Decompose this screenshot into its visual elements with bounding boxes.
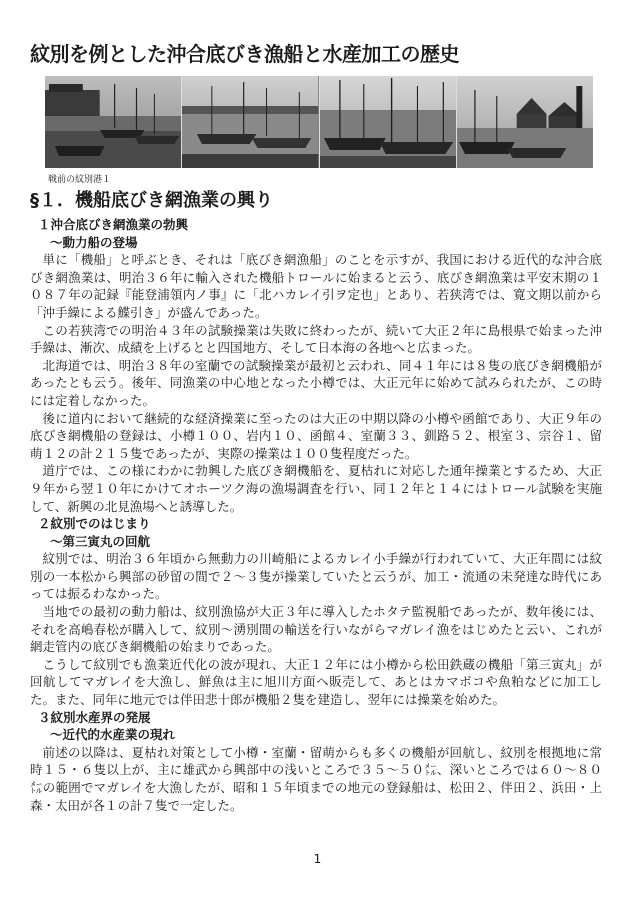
body-text — [30, 216, 602, 814]
harbor-photo-1 — [45, 76, 182, 168]
paragraph: 当地での最初の動力船は、紋別漁協が大正３年に導入したホタテ監視船であったが、数年後には、それを高嶋春松が購入して、紋別～湧別間の輸送を行いながらマガレイ漁をはじめたと云い、これが網走管内の底びき網機船の始まりであった。 — [30, 604, 602, 655]
paragraph: 後に道内において継続的な経済操業に至ったのは大正の中期以降の小樽や函館であり、大正９年の底びき網機船の登録は、小樽１００、岩内１０、函館４、室蘭３３、釧路５２、根室３、宗谷１、留萌１２の計２１５隻であったが、実際の操業は１００隻程度だった。 — [30, 410, 602, 461]
section-heading: §１．機船底びき網漁業の興り — [30, 190, 273, 211]
subsection-heading: ３紋別水産界の発展 — [38, 709, 151, 725]
harbor-photo-3 — [320, 76, 457, 168]
subsection-subheading: ～動力船の登場 — [50, 234, 138, 250]
harbor-photo-4 — [457, 76, 593, 168]
subsection-heading: １沖合底びき網漁業の勃興 — [38, 217, 189, 232]
paragraph: 紋別では、明治３６年頃から無動力の川崎船によるカレイ小手繰が行われていて、大正年間には紋別の一本松から興部の砂留の間で２～３隻が操業していたと云うが、加工・流通の未発達な時代にあっては振るわなかった。 — [30, 551, 602, 602]
paragraph: こうして紋別でも漁業近代化の波が現れ、大正１２年には小樽から松田鉄蔵の機船「第三寅丸」が回航してマガレイを大漁し、鮮魚は主に旭川方面へ販売して、あとはカマボコや魚粕などに加工した。また、同年に地元では伴田悲十郎が機船２隻を建造し、翌年には操業を始めた。 — [30, 656, 602, 708]
subsection-subheading: ～近代的水産業の現れ — [50, 727, 176, 743]
subsection-subheading: ～第三寅丸の回航 — [50, 533, 151, 549]
document-title: 紋別を例とした沖合底びき漁船と水産加工の歴史 — [30, 42, 459, 66]
harbor-photo-2 — [182, 76, 319, 168]
photo-caption: 戦前の紋別港１ — [48, 175, 112, 185]
page-number: 1 — [313, 852, 322, 866]
paragraph: 前述の以降は、夏枯れ対策として小樽・室蘭・留萌からも多くの機船が回航し、紋別を根拠地に常時１５・６隻以上が、主に雄武から興部中の浅いところで３５～５０㍍、深いところでは６０～８０㍍の範囲でマガレイを大漁したが、昭和１５年頃までの地元の登録船は、松田２、伴田２、浜田・上森・太田が各１の計７隻で一定した。 — [30, 744, 602, 813]
paragraph: 道庁では、この様にわかに勃興した底びき網機船を、夏枯れに対応した通年操業とするため、大正９年から翌１０年にかけてオホーツク海の漁場調査を行い、同１２年と１４にはトロール試験を実施して、新興の北見漁場へと誘導した。 — [30, 463, 602, 514]
paragraph: この若狭湾での明治４３年の試験操業は失敗に終わったが、続いて大正２年に島根県で始まった沖手繰は、漸次、成績を上げるとと四国地方、そして日本海の各地へと広まった。 — [30, 322, 602, 356]
paragraph: 単に「機船」と呼ぶとき、それは「底びき網漁船」のことを示すが、我国における近代的な沖合底びき網漁業は、明治３６年に輸入された機船トロールに始まると云う、底びき網漁業は平安末期の１０８７年の記録『能登浦領内ノ事』に「北ハカレイ引ヲ定也」とあり、若狭湾では、寛文期以前から「沖手繰による鰈引き」が盛んであった。 — [30, 252, 602, 320]
paragraph: 北海道では、明治３８年の室蘭での試験操業が最初と云われ、同４１年には８隻の底びき網機船があったとも云う。後年、同漁業の中心地となった小樽では、大正元年に始めて試みられたが、この時には定着しなかった。 — [30, 357, 602, 408]
harbor-photo-strip — [45, 76, 593, 168]
subsection-heading: ２紋別でのはじまり — [38, 516, 151, 532]
